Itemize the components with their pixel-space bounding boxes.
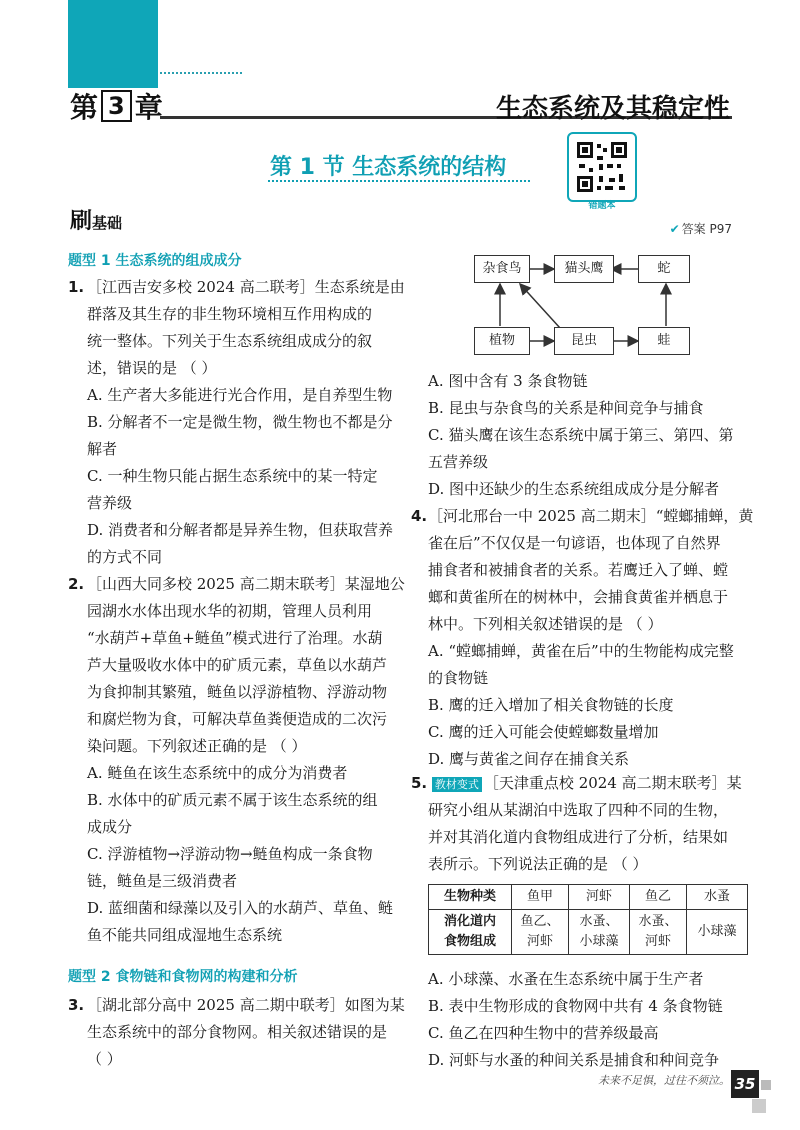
text-line [428,584,728,611]
line-text: A. 鲢鱼在该生态系统中的成分为消费者 [87,764,348,782]
q5-tag: 教材变式 [432,777,482,792]
text-line [428,476,719,503]
text-line [428,395,704,422]
text-line [428,746,629,773]
line-text: 生态系统中的部分食物网。相关叙述错误的是 [87,1023,388,1041]
line-text: D. 蓝细菌和绿藻以及引入的水葫芦、草鱼、鲢 [87,899,394,917]
line-text: C. 浮游植物→浮游动物→鲢鱼构成一条食物 [87,845,373,863]
q5-line: 研究小组从某湖泊中选取了四种不同的生物， [428,801,729,819]
text-line [87,1019,387,1046]
line-text: ［江西吉安多校 2024 高二联考］生态系统是由 [87,278,405,296]
table-header: 水蚤 [687,885,748,910]
line-text: 芦大量吸收水体中的矿质元素，草鱼以水葫芦 [87,656,388,674]
line-text: ［河北邢台一中 2025 高二期末］“螳螂捕蝉，黄 [428,507,754,525]
table-header: 鱼乙 [630,885,687,910]
text-line [428,719,658,746]
line-text: B. 昆虫与杂食鸟的关系是种间竞争与捕食 [428,399,704,417]
table-cell: 消化道内 食物组成 [429,910,512,955]
line-text: ［山西大同多校 2025 高二期末联考］某湿地公 [87,575,405,593]
page-decoration [761,1080,771,1090]
line-text: C. 一种生物只能占据生态系统中的某一特定 [87,467,378,485]
text-line [68,992,405,1019]
line-text: B. 水体中的矿质元素不属于该生态系统的组 [87,791,378,809]
q5-line: 表所示。下列说法正确的是 （ ） [428,855,648,873]
answer-reference: ✔ 答案 P97 [669,222,732,236]
page-number: 35 [731,1070,759,1098]
text-line [87,706,387,733]
text-line [87,544,162,571]
node-insect: 昆虫 [554,327,614,355]
line-text: 群落及其生存的非生物环境相互作用构成的 [87,305,373,323]
text-line [68,274,405,301]
text-line [87,625,382,652]
line-text: 园湖水水体出现水华的初期，管理人员利用 [87,602,373,620]
q5-table [428,884,748,955]
question-number: 4. [411,507,428,525]
page-decoration [752,1099,766,1113]
line-text: 和腐烂物为食，可解决草鱼粪便造成的二次污 [87,710,388,728]
q5-option: C. 鱼乙在四种生物中的营养级最高 [428,1024,659,1042]
header-dots [160,72,242,74]
line-text: 链，鲢鱼是三级消费者 [87,872,238,890]
chapter-title: 生态系统及其稳定性 [495,94,730,124]
chapter-label: 第 3 章 [70,91,163,124]
text-line [87,922,282,949]
line-text: 为食抑制其繁殖，鲢鱼以浮游植物、浮游动物 [87,683,388,701]
text-line [87,598,372,625]
table-cell: 鱼乙、 河虾 [512,910,569,955]
text-line [428,665,488,692]
table-header: 河虾 [569,885,630,910]
text-line [428,449,488,476]
node-omnivorous-bird: 杂食鸟 [474,255,530,283]
text-line [87,652,387,679]
line-text: 雀在后”不仅仅是一句谚语，也体现了自然界 [428,534,721,552]
line-text: “水葫芦+草鱼+鲢鱼”模式进行了治理。水葫 [87,629,383,647]
node-snake: 蛇 [638,255,690,283]
line-text: A. 生产者大多能进行光合作用，是自养型生物 [87,386,393,404]
line-text: D. 消费者和分解者都是异养生物，但获取营养 [87,521,394,539]
node-plant: 植物 [474,327,530,355]
text-line [87,679,387,706]
question-number: 1. [68,278,85,296]
table-cell: 水蚤、 河虾 [630,910,687,955]
line-text: 五营养级 [428,453,489,471]
text-line [87,841,373,868]
line-text: 螂和黄雀所在的树林中，会捕食黄雀并栖息于 [428,588,729,606]
text-line [428,638,734,665]
text-line [87,895,393,922]
line-text: C. 猫头鹰在该生态系统中属于第三、第四、第 [428,426,734,444]
line-text: 解者 [87,440,118,458]
q5-option: A. 小球藻、水蚤在生态系统中属于生产者 [428,970,704,988]
text-line [87,328,372,355]
question-number: 3. [68,996,85,1014]
section-title: 第 1 节 生态系统的结构 [270,155,507,180]
table-row [429,910,748,955]
type-heading-2: 题型 2 食物链和食物网的构建和分析 [68,969,298,985]
text-line [87,409,393,436]
line-text: B. 分解者不一定是微生物，微生物也不都是分 [87,413,393,431]
practice-heading: 刷基础 [70,209,123,234]
line-text: A. 图中含有 3 条食物链 [428,372,588,390]
table-row [429,885,748,910]
text-line [428,368,587,395]
line-text: 述，错误的是 （ ） [87,359,217,377]
qr-code-icon[interactable] [567,132,637,202]
text-line [87,382,392,409]
text-line [428,530,721,557]
text-line [68,571,405,598]
question-number: 2. [68,575,85,593]
text-line [87,517,393,544]
text-line [87,463,377,490]
text-line [87,787,378,814]
text-line [87,760,347,787]
line-text: 营养级 [87,494,133,512]
line-text: 捕食者和被捕食者的关系。若鹰迁入了蝉、螳 [428,561,729,579]
table-header: 鱼甲 [512,885,569,910]
q5-number: 5. [411,774,428,792]
q5-line: 并对其消化道内食物组成进行了分析，结果如 [428,828,729,846]
text-line [87,355,217,382]
footer-motto: 未来不足惧，过往不须泣。 [598,1074,730,1087]
text-line [87,814,132,841]
type-heading-1: 题型 1 生态系统的组成成分 [68,253,242,269]
table-header: 生物种类 [429,885,512,910]
table-cell: 小球藻 [687,910,748,955]
node-owl: 猫头鹰 [554,255,614,283]
line-text: 染问题。下列叙述正确的是 （ ） [87,737,307,755]
line-text: A. “螳螂捕蝉，黄雀在后”中的生物能构成完整 [428,642,734,660]
line-text: ［湖北部分高中 2025 高二期中联考］如图为某 [87,996,405,1014]
text-line [87,733,307,760]
text-line [87,868,237,895]
q5-option: D. 河虾与水蚤的种间关系是捕食和种间竞争 [428,1051,720,1069]
text-line [87,436,117,463]
text-line [87,301,372,328]
line-text: 林中。下列相关叙述错误的是 （ ） [428,615,663,633]
line-text: D. 图中还缺少的生态系统组成成分是分解者 [428,480,720,498]
line-text: 的方式不同 [87,548,163,566]
q5-option: B. 表中生物形成的食物网中共有 4 条食物链 [428,997,723,1015]
chapter-number: 3 [101,90,132,122]
section-underline [268,180,530,182]
text-line [428,611,663,638]
line-text: （ ） [87,1050,122,1068]
table-cell: 水蚤、 小球藻 [569,910,630,955]
check-icon: ✔ [669,222,680,236]
arrow-insect-bird [520,284,560,328]
line-text: C. 鹰的迁入可能会使螳螂数量增加 [428,723,659,741]
line-text: D. 鹰与黄雀之间存在捕食关系 [428,750,630,768]
line-text: 的食物链 [428,669,489,687]
text-line [411,503,754,530]
q5-first-line: 5. 教材变式 ［天津重点校 2024 高二期末联考］某 [411,774,742,792]
header-color-block [68,0,158,88]
line-text: B. 鹰的迁入增加了相关食物链的长度 [428,696,674,714]
text-line [428,692,674,719]
text-line [87,490,132,517]
text-line [428,422,733,449]
qr-label: 错题本 [588,201,616,211]
line-text: 统一整体。下列关于生态系统组成成分的叙 [87,332,373,350]
text-line [87,1046,122,1073]
line-text: 鱼不能共同组成湿地生态系统 [87,926,283,944]
text-line [428,557,728,584]
line-text: 成成分 [87,818,133,836]
node-frog: 蛙 [638,327,690,355]
